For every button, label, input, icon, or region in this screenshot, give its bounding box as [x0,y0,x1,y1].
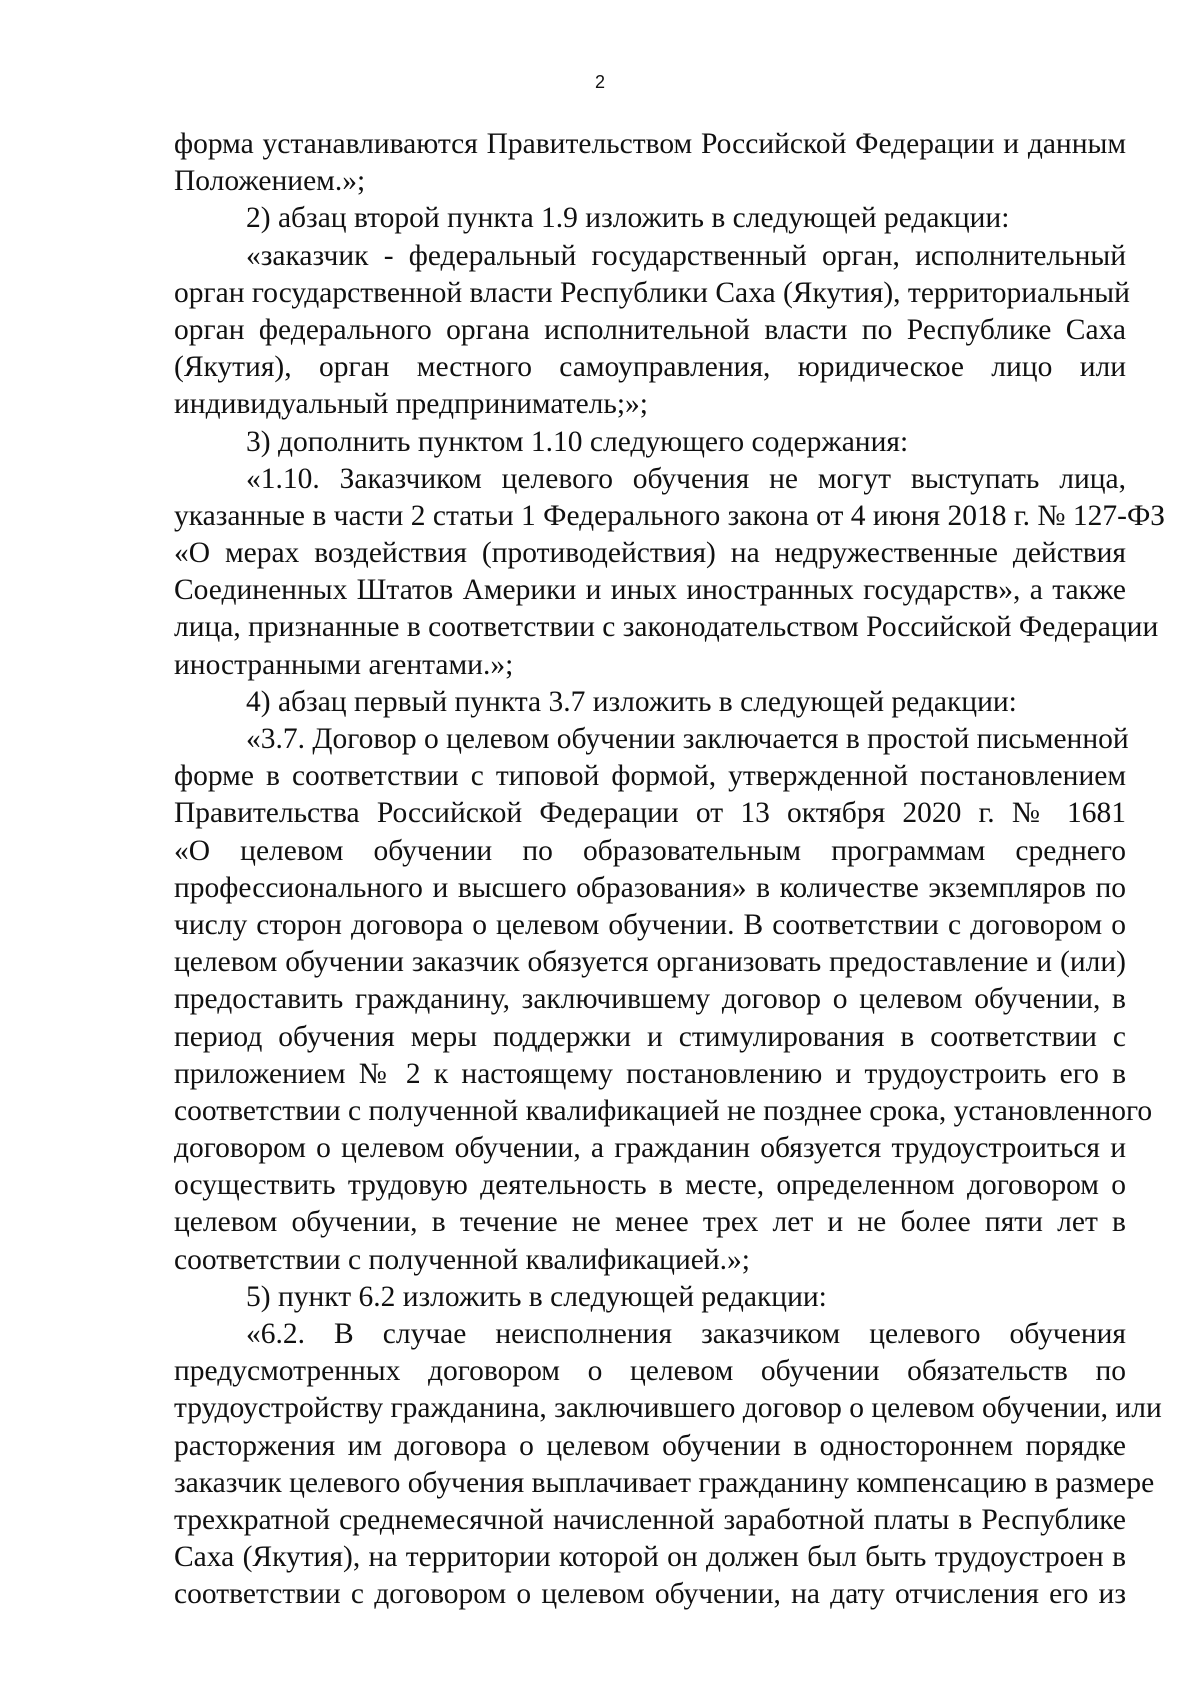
text-line: Положением.»; [174,165,366,198]
text-line: целевом обучении заказчик обязуется организовать предоставление и (или) [174,946,1126,979]
text-line: «3.7. Договор о целевом обучении заключается в простой письменной [246,723,1129,755]
text-line: приложением № 2 к настоящему постановлению и трудоустроить его в [174,1057,1126,1090]
text-line: 4) абзац первый пункта 3.7 изложить в следующей редакции: [246,685,1017,718]
text-line: индивидуальный предприниматель;»; [174,388,649,421]
text-line: заказчик целевого обучения выплачивает гражданину компенсацию в размере [174,1466,1155,1499]
text-line: (Якутия), орган местного самоуправления, юридическое лицо или [174,351,1126,384]
text-line: предусмотренных договором о целевом обучении обязательств по [174,1355,1126,1388]
text-line: орган государственной власти Республики Саха (Якутия), территориальный [174,276,1130,309]
text-line: соответствии с полученной квалификацией не позднее срока, установленного [174,1094,1153,1127]
text-line: орган федерального органа исполнительной власти по Республике Саха [174,313,1126,346]
text-line: договором о целевом обучении, а гражданин обязуется трудоустроиться и [174,1132,1126,1165]
text-line: иностранными агентами.»; [174,648,514,681]
text-line: числу сторон договора о целевом обучении. В соответствии с договором о [174,908,1126,941]
text-line: Саха (Якутия), на территории которой он должен был быть трудоустроен в [174,1541,1126,1574]
text-line: трехкратной среднемесячной начисленной заработной платы в Республике [174,1503,1126,1536]
text-line: «заказчик - федеральный государственный орган, исполнительный [246,239,1126,272]
text-line: соответствии с договором о целевом обучении, на дату отчисления его из [174,1578,1126,1611]
text-line: указанные в части 2 статьи 1 Федерального закона от 4 июня 2018 г. № 127-ФЗ [174,499,1166,532]
text-line: период обучения меры поддержки и стимулирования в соответствии с [174,1020,1126,1053]
text-line: Соединенных Штатов Америки и иных иностранных государств», а также [174,574,1126,607]
text-line: форме в соответствии с типовой формой, утвержденной постановлением [174,760,1126,793]
text-line: соответствии с полученной квалификацией.»; [174,1243,750,1276]
text-line: профессионального и высшего образования» в количестве экземпляров по [174,871,1126,904]
text-line: форма устанавливаются Правительством Российской Федерации и данным [174,128,1126,160]
text-line: трудоустройству гражданина, заключившего договор о целевом обучении, или [174,1392,1162,1425]
text-line: Правительства Российской Федерации от 13 октября 2020 г. № 1681 [174,797,1126,830]
text-line: «О мерах воздействия (противодействия) на недружественные действия [174,537,1126,570]
text-line: лица, признанные в соответствии с законодательством Российской Федерации [174,611,1159,644]
text-line: 3) дополнить пунктом 1.10 следующего содержания: [246,425,909,458]
document-body [174,126,1166,1614]
text-line: «1.10. Заказчиком целевого обучения не могут выступать лица, [246,462,1126,495]
text-line: 5) пункт 6.2 изложить в следующей редакции: [246,1280,827,1313]
text-line: предоставить гражданину, заключившему договор о целевом обучении, в [174,983,1126,1016]
text-line: осуществить трудовую деятельность в месте, определенном договором о [174,1169,1126,1202]
text-line: расторжения им договора о целевом обучении в одностороннем порядке [174,1429,1126,1462]
text-line: целевом обучении, в течение не менее трех лет и не более пяти лет в [174,1206,1126,1239]
text-line: 2) абзац второй пункта 1.9 изложить в следующей редакции: [246,202,1010,235]
text-line: «О целевом обучении по образовательным программам среднего [174,834,1126,867]
page-number: 2 [594,72,605,92]
text-line: «6.2. В случае неисполнения заказчиком целевого обучения [246,1318,1126,1350]
